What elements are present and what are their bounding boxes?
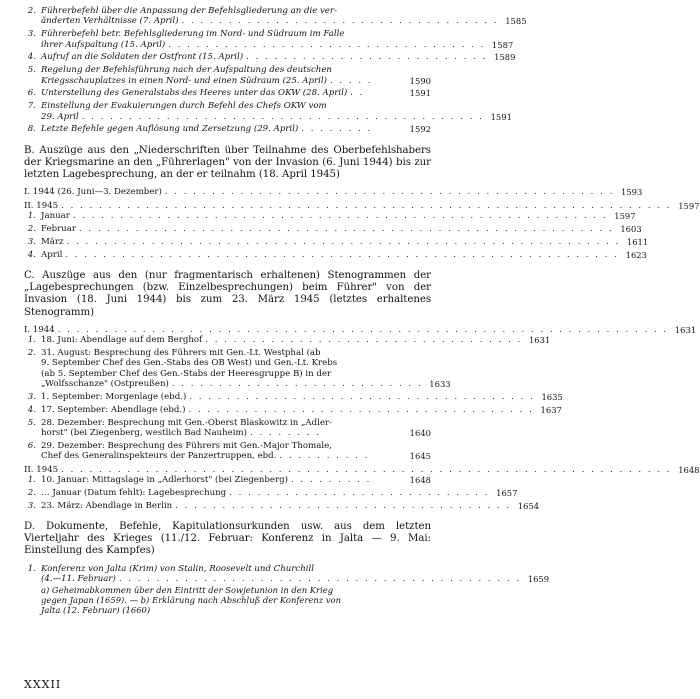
page-number: 1631 bbox=[674, 324, 697, 335]
item-title: 1. September: Morgenlage (ebd.) bbox=[41, 392, 187, 403]
page-number: 1592 bbox=[409, 124, 431, 135]
page-number: 1591 bbox=[409, 88, 431, 99]
list-item: 6. Unterstellung des Generalstabs des Heeres unter das OKW (28. April) . . 1591 bbox=[24, 88, 431, 98]
period-label: II. 1945 bbox=[24, 464, 59, 475]
item-number: 2. bbox=[27, 6, 36, 16]
period-range: (26. Juni—3. Dezember) bbox=[57, 187, 162, 198]
page-number: 1603 bbox=[620, 224, 642, 235]
page-number: 1585 bbox=[505, 16, 527, 27]
item-number: 8. bbox=[27, 124, 36, 135]
list-item: 7. Einstellung der Evakuierungen durch Befehl des Chefs OKW vom 29. April . . . . . . . . . . . . . . . . . . . . . . . . . . . . . . . . . . . . . . . . . . . 1591 bbox=[24, 101, 431, 122]
page-number: 1597 bbox=[614, 211, 636, 222]
section-b-heading: B. Auszüge aus den „Niederschriften über Teilnahme des Oberbefehlshabers der Kriegsmarine an den „Führerlagen" von der Invasion (6. Juni 1944) bis zur letzten Lagebesprechung, an der er teilnahm (18. April 1945) bbox=[24, 144, 431, 181]
item-number: 2. bbox=[27, 348, 36, 359]
page-number: 1611 bbox=[626, 236, 649, 247]
item-title-cont: ihrer Aufspaltung (15. April) bbox=[41, 39, 166, 50]
item-title: … Januar (Datum fehlt): Lagebesprechung bbox=[41, 487, 227, 498]
item-title: Einstellung der Evakuierungen durch Befehl des Chefs OKW vom bbox=[41, 101, 327, 112]
page-number: 1590 bbox=[409, 75, 431, 86]
item-title: Führerbefehl über die Anpassung der Befehlsgliederung an die ver- bbox=[41, 6, 337, 16]
list-item: 5. Regelung der Befehlsführung nach der Aufspaltung des deutschen Kriegsschauplatzes in einen Nord- und einen Südraum (25. April) . . . . . 1590 bbox=[24, 65, 431, 86]
page-number: 1654 bbox=[517, 500, 540, 511]
item-title: Unterstellung des Generalstabs des Heeres unter das OKW (28. April) bbox=[41, 88, 348, 99]
page-number-roman: XXXII bbox=[24, 678, 62, 691]
period-label: I. 1944 bbox=[24, 187, 55, 198]
item-title: 29. Dezember: Besprechung des Führers mit Gen.-Major Thomale, bbox=[41, 440, 332, 451]
item-number: 3. bbox=[27, 29, 36, 40]
item-number: 6. bbox=[27, 440, 36, 451]
item-title-cont: (4.—11. Februar) bbox=[41, 574, 116, 585]
page-number: 1591 bbox=[490, 111, 512, 122]
item-title: Aufruf an die Soldaten der Ostfront (15. April) bbox=[41, 52, 244, 63]
item-number: 4. bbox=[27, 249, 36, 260]
item-title: Februar bbox=[41, 224, 76, 235]
page-number: 1640 bbox=[409, 428, 431, 439]
list-item: 4. Aufruf an die Soldaten der Ostfront (15. April) . . . . . . . . . . . . . . . . . . . . . . . . . . 1589 bbox=[24, 52, 431, 62]
page-number: 1587 bbox=[491, 39, 514, 50]
section-b-list: I. 1944 (26. Juni—3. Dezember) . . . . . . . . . . . . . . . . . . . . . . . . . . . . . . . . . . . . . . . . . . . . . . . . 1593 II. 1945 . . . . . . . . . . . . . . . . . . . . . . . . . . . . . . . . . . . . . . . . . . . . . . . . . . . . . . . . . . . . . . . . . 1597 1. Januar . . . . . . . . . . . . . . . . . . . . . . . . . . . . . . . . . . . . . . . . . . . . . . . . . . . . . . . . . 1597 2. Februar . . . . . . . . . . . . . . . . . . . . . . . . . . . . . . . . . . . . . . . . . . . . . . . . . . . . . . . . . 1603 3. März . . . . . . . . . . . . . . . . . . . . . . . . . . . . . . . . . . . . . . . . . . . . . . . . . . . . . . . . . . . 1611 4. April . . . . . . . . . . . . . . . . . . . . . . . . . . . . . . . . . . . . . . . . . . . . . . . . . . . . . . . . . . . 1623 bbox=[24, 187, 700, 260]
item-title-cont: Kriegsschauplatzes in einen Nord- und einen Südraum (25. April) bbox=[41, 75, 327, 86]
page-number: 1648 bbox=[409, 475, 431, 486]
item-title: Führerbefehl betr. Befehlsgliederung im Nord- und Südraum im Falle bbox=[41, 29, 345, 40]
item-title: Letzte Befehle gegen Auflösung und Zersetzung (29. April) bbox=[41, 124, 299, 135]
item-title: 31. August: Besprechung des Führers mit Gen.-Lt. Westphal (ab bbox=[41, 348, 321, 359]
item-number: 5. bbox=[27, 65, 36, 76]
item-title: 23. März: Abendlage in Berlin bbox=[41, 500, 173, 511]
page-number: 1633 bbox=[429, 379, 451, 390]
item-title: Januar bbox=[41, 211, 70, 222]
item-title: April bbox=[41, 249, 63, 260]
page-number: 1623 bbox=[625, 249, 647, 260]
section-c-heading: C. Auszüge aus den (nur fragmentarisch erhaltenen) Stenogrammen der „Lagebesprechungen (bzw. Einzelbesprechungen) beim Führer" von der Invasion (18. Juni 1944) bis zum 23. März 1945 (letztes erhaltenes Stenogramm) bbox=[24, 270, 431, 318]
item-number: 1. bbox=[27, 475, 36, 486]
item-title: 17. September: Abendlage (ebd.) bbox=[41, 404, 186, 415]
item-title: Regelung der Befehlsführung nach der Aufspaltung des deutschen bbox=[41, 65, 332, 76]
item-number: 4. bbox=[27, 404, 36, 415]
item-number: 5. bbox=[27, 417, 36, 428]
item-title-cont: 9. September Chef des Gen.-Stabs des OB West) und Gen.-Lt. Krebs bbox=[41, 358, 338, 369]
page-number: 1657 bbox=[496, 487, 518, 498]
item-title-cont: (ab 5. September Chef des Gen.-Stabs der Heeresgruppe B) in der bbox=[41, 368, 332, 379]
page-number: 1637 bbox=[540, 404, 562, 415]
section-d-list: 1. Konferenz von Jalta (Krim) von Stalin, Roosevelt und Churchill (4.—11. Februar) . . . . . . . . . . . . . . . . . . . . . . . . . . . . . . . . . . . . . . . . . . . 1659 a) Geheimabkommen über den Eintritt der Sowjetunion in den Krieg gegen Japan (1659). — b) Erklärung nach Abschluß der Konferenz von Jalta (12. Februar) (1660) bbox=[24, 564, 431, 615]
list-item: 8. Letzte Befehle gegen Auflösung und Zersetzung (29. April) . . . . . . . . 1592 bbox=[24, 124, 431, 134]
item-title: 18. Juni: Abendlage auf dem Berghof bbox=[41, 335, 203, 346]
page-number: 1589 bbox=[494, 52, 516, 63]
item-number: 1. bbox=[27, 563, 36, 574]
page-number: 1597 bbox=[678, 200, 700, 211]
item-number: 3. bbox=[27, 500, 36, 511]
page-number: 1659 bbox=[527, 574, 550, 585]
item-title-cont: änderten Verhältnisse (7. April) bbox=[41, 16, 179, 27]
item-number: 1. bbox=[27, 211, 36, 222]
item-number: 2. bbox=[27, 487, 36, 498]
item-title: Konferenz von Jalta (Krim) von Stalin, Roosevelt und Churchill bbox=[41, 563, 315, 574]
section-d-heading: D. Dokumente, Befehle, Kapitulationsurkunden usw. aus dem letzten Vierteljahr des Krieges (11./12. Februar: Konferenz in Jalta — 9. Mai: Einstellung des Kampfes) bbox=[24, 521, 431, 557]
period-label: II. 1945 bbox=[24, 200, 59, 211]
item-title-cont: „Wolfsschanze" (Ostpreußen) bbox=[41, 379, 169, 390]
list-item: 2. Führerbefehl über die Anpassung der Befehlsgliederung an die ver- änderten Verhältnisse (7. April) . . . . . . . . . . . . . . . . . . . . . . . . . . . . . . . . . . 1585 bbox=[24, 6, 431, 27]
item-number: 6. bbox=[27, 88, 36, 99]
item-title: 28. Dezember: Besprechung mit Gen.-Oberst Blaskowitz in „Adler- bbox=[41, 417, 332, 428]
item-number: 1. bbox=[27, 335, 36, 346]
item-title-cont: 29. April bbox=[41, 111, 79, 122]
item-title: 10. Januar: Mittagslage in „Adlerhorst" (bei Ziegenberg) bbox=[41, 475, 288, 486]
item-note-line: a) Geheimabkommen über den Eintritt der Sowjetunion in den Krieg bbox=[41, 584, 334, 595]
item-number: 2. bbox=[27, 224, 36, 235]
period-label: I. 1944 bbox=[24, 324, 55, 335]
item-number: 3. bbox=[27, 392, 36, 403]
section-c-list: I. 1944 . . . . . . . . . . . . . . . . . . . . . . . . . . . . . . . . . . . . . . . . . . . . . . . . . . . . . . . . . . . . . . . . . 1631 1. 18. Juni: Abendlage auf dem Berghof . . . . . . . . . . . . . . . . . . . . . . . . . . . . . . . . . . 1631 2. 31. August: Besprechung des Führers mit Gen.-Lt. Westphal (ab 9. September Chef des Gen.-Stabs des OB West) und Gen.-Lt. Krebs (ab 5. September Chef des Gen.-Stabs der Heeresgruppe B) in der „Wolfsschanze" (Ostpreußen) . . . . . . . . . . . . . . . . . . . . . . . . . . . 1633 3. 1. September: Morgenlage (ebd.) . . . . . . . . . . . . . . . . . . . . . . . . . . . . . . . . . . . . . 1635 4. 17. September: Abendlage (ebd.) . . . . . . . . . . . . . . . . . . . . . . . . . . . . . . . . . . . . . 1637 5. 28. Dezember: Besprechung mit Gen.-Oberst Blaskowitz in „Adler- horst" (bei Ziegenberg, westlich Bad Nauheim) . . . . . . . . 1640 6. 29. Dezember: Besprechung des Führers mit Gen.-Major Thomale, Chef des Generalinspekteurs der Panzertruppen, ebd. . . . . . . . . . . 1645 II. 1945 . . . . . . . . . . . . . . . . . . . . . . . . . . . . . . . . . . . . . . . . . . . . . . . . . . . . . . . . . . . . . . . . . 1648 1. 10. Januar: Mittagslage in „Adlerhorst" (bei Ziegenberg) . . . . . . . . . 1648 2. … Januar (Datum fehlt): Lagebesprechung . . . . . . . . . . . . . . . . . . . . . . . . . . . . 1657 3. 23. März: Abendlage in Berlin . . . . . . . . . . . . . . . . . . . . . . . . . . . . . . . . . . . . 1654 bbox=[24, 324, 700, 511]
item-title-cont: Chef des Generalinspekteurs der Panzertruppen, ebd. bbox=[41, 451, 277, 462]
item-note-line: Jalta (12. Februar) (1660) bbox=[41, 604, 151, 615]
item-number: 4. bbox=[27, 52, 36, 63]
list-item: 3. Führerbefehl betr. Befehlsgliederung im Nord- und Südraum im Falle ihrer Aufspaltung (15. April) . . . . . . . . . . . . . . . . . . . . . . . . . . . . . . . . . . 1587 bbox=[24, 29, 431, 50]
item-number: 3. bbox=[27, 236, 36, 247]
page-number: 1635 bbox=[541, 392, 563, 403]
page-number: 1645 bbox=[409, 451, 431, 462]
item-title-cont: horst" (bei Ziegenberg, westlich Bad Nauheim) bbox=[41, 428, 247, 439]
page-number: 1648 bbox=[678, 464, 700, 475]
page-number: 1593 bbox=[620, 187, 643, 198]
item-note-line: gegen Japan (1659). — b) Erklärung nach Abschluß der Konferenz von bbox=[41, 594, 341, 605]
page-number: 1631 bbox=[528, 335, 551, 346]
item-title: März bbox=[41, 236, 64, 247]
item-number: 7. bbox=[27, 101, 36, 112]
section-a-list bbox=[24, 6, 527, 135]
